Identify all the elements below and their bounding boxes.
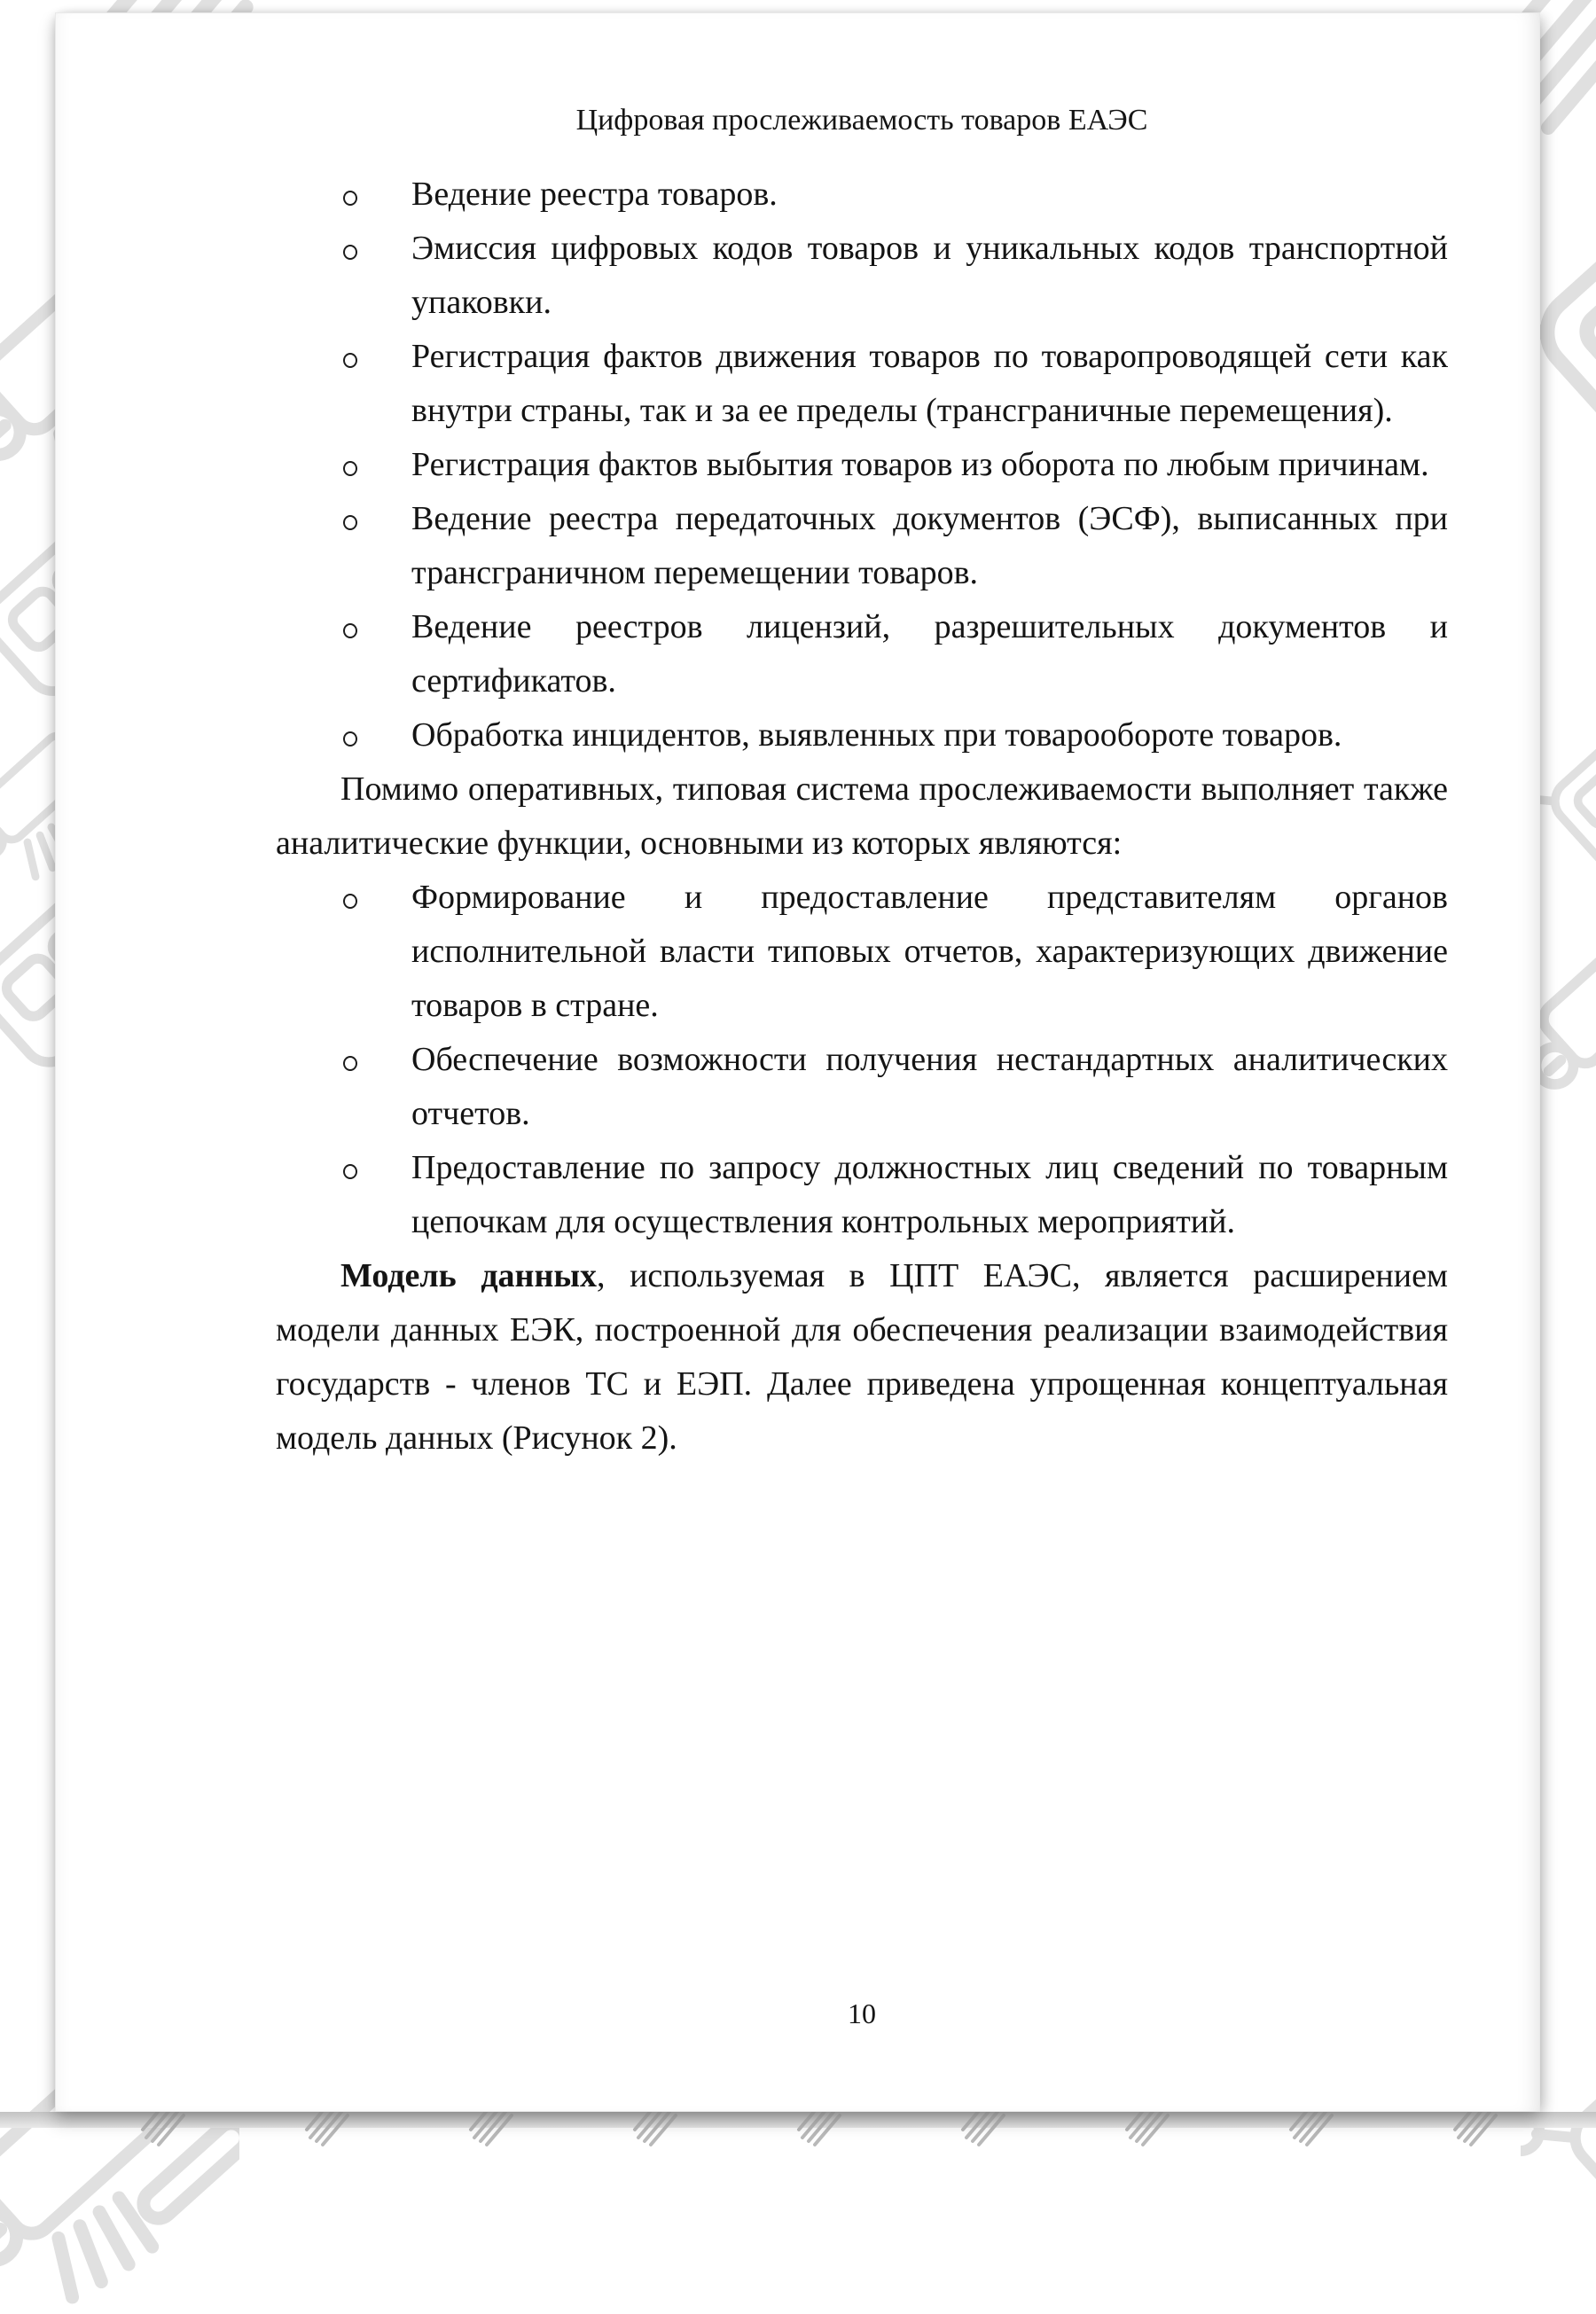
page-number: 10 — [848, 1997, 876, 2029]
list-item — [276, 600, 1448, 708]
list-item-text: Обработка инцидентов, выявленных при товарообороте товаров. — [411, 716, 1342, 754]
list-item — [276, 168, 1448, 222]
list-item — [276, 871, 1448, 1033]
bullet-icon — [343, 245, 357, 260]
list-item — [276, 438, 1448, 492]
bullet-icon — [343, 515, 357, 530]
bullet-icon — [343, 353, 357, 368]
list-item — [276, 708, 1448, 762]
list-item-text: Предоставление по запросу должностных лиц сведений по товарным цепочкам для осуществления контрольных мероприятий. — [411, 1149, 1448, 1240]
running-header: Цифровая прослеживаемость товаров ЕАЭС — [575, 104, 1148, 137]
bullet-icon — [343, 191, 357, 206]
list-item — [276, 1033, 1448, 1141]
bullet-icon — [343, 461, 357, 476]
list-item-text: Регистрация фактов выбытия товаров из оборота по любым причинам. — [411, 446, 1429, 483]
list-item-text: Эмиссия цифровых кодов товаров и уникальных кодов транспортной упаковки. — [411, 230, 1448, 321]
list-item — [276, 330, 1448, 438]
data-model-paragraph-lead: Модель данных — [340, 1257, 598, 1294]
list-item-text: Ведение реестров лицензий, разрешительных документов и сертификатов. — [411, 608, 1448, 700]
list-item-text: Ведение реестра передаточных документов (ЭСФ), выписанных при трансграничном перемещении товаров. — [411, 500, 1448, 591]
bullet-icon — [343, 1056, 357, 1071]
list-item — [276, 1141, 1448, 1249]
bullet-icon — [343, 623, 357, 638]
list-item — [276, 222, 1448, 330]
operational-functions-list — [276, 168, 1448, 762]
data-model-paragraph — [276, 1249, 1448, 1466]
analytics-functions-list — [276, 871, 1448, 1249]
data-model-paragraph-rest: , используемая в ЦПТ ЕАЭС, является расширением модели данных ЕЭК, построенной для обеспечения реализации взаимодействия государств - членов ТС и ЕЭП. Далее приведена упрощенная концептуальная модель данных (Рисунок 2). — [276, 1257, 1448, 1457]
bullet-icon — [343, 731, 357, 747]
list-item-text: Регистрация фактов движения товаров по товаропроводящей сети как внутри страны, так и за ее пределы (трансграничные перемещения). — [411, 338, 1448, 429]
list-item-text: Обеспечение возможности получения нестандартных аналитических отчетов. — [411, 1041, 1448, 1132]
bullet-icon — [343, 894, 357, 909]
body-text — [276, 168, 1448, 1466]
bullet-icon — [343, 1164, 357, 1179]
list-item-text: Формирование и предоставление представителям органов исполнительной власти типовых отчетов, характеризующих движение товаров в стране. — [411, 879, 1448, 1024]
list-item-text: Ведение реестра товаров. — [411, 176, 778, 213]
page-bottom-shadow — [0, 2112, 1596, 2128]
analytics-intro-paragraph: Помимо оперативных, типовая система прослеживаемости выполняет также аналитические функции, основными из которых являются: — [276, 770, 1448, 862]
list-item — [276, 492, 1448, 600]
document-page — [55, 12, 1540, 2112]
